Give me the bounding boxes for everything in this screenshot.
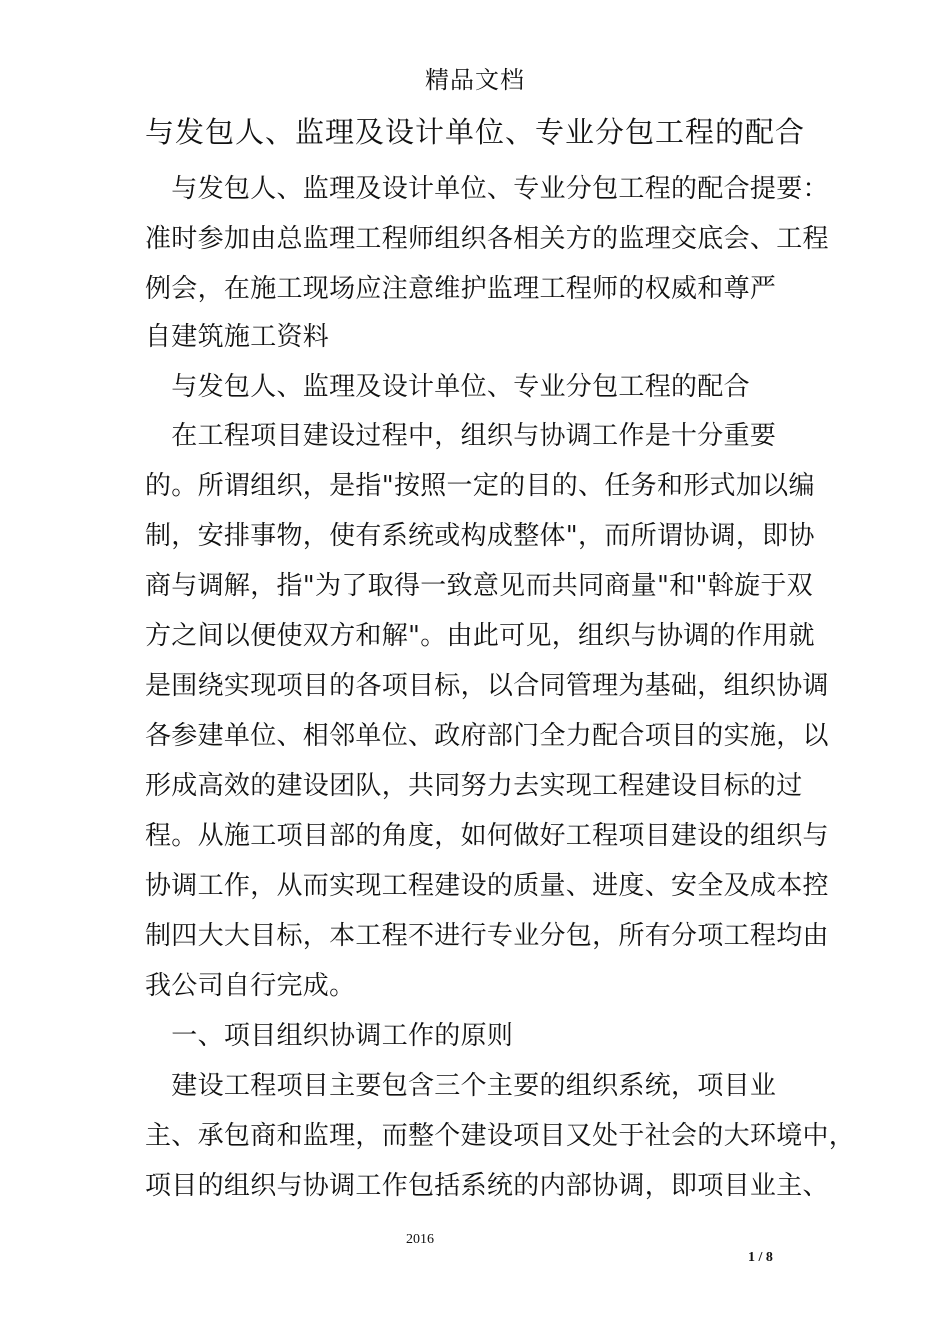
footer-year: 2016 [406, 1232, 434, 1247]
body-line: 制，安排事物，使有系统或构成整体"，而所谓协调，即协 [145, 521, 815, 551]
body-line: 主、承包商和监理，而整个建设项目又处于社会的大环境中， [145, 1121, 856, 1151]
body-line: 的。所谓组织，是指"按照一定的目的、任务和形式加以编 [145, 471, 815, 501]
body-line: 建设工程项目主要包含三个主要的组织系统，项目业 [145, 1071, 777, 1101]
document-title: 与发包人、监理及设计单位、专业分包工程的配合 [144, 115, 805, 149]
body-line: 准时参加由总监理工程师组织各相关方的监理交底会、工程 [145, 224, 829, 254]
body-line: 商与调解，指"为了取得一致意见而共同商量"和"斡旋于双 [145, 571, 813, 601]
body-line: 与发包人、监理及设计单位、专业分包工程的配合提要： [145, 174, 829, 204]
body-line: 我公司自行完成。 [145, 971, 356, 1001]
page-number: 1 / 8 [748, 1250, 773, 1265]
body-line: 是围绕实现项目的各项目标，以合同管理为基础，组织协调 [145, 671, 829, 701]
section-heading: 一、项目组织协调工作的原则 [145, 1021, 514, 1051]
body-line: 形成高效的建设团队，共同努力去实现工程建设目标的过 [145, 771, 803, 801]
body-line: 自建筑施工资料 [145, 322, 330, 352]
body-line: 协调工作，从而实现工程建设的质量、进度、安全及成本控 [145, 871, 829, 901]
body-line: 与发包人、监理及设计单位、专业分包工程的配合 [145, 372, 750, 402]
body-line: 各参建单位、相邻单位、政府部门全力配合项目的实施，以 [145, 721, 829, 751]
body-line: 例会，在施工现场应注意维护监理工程师的权威和尊严 [145, 274, 777, 304]
body-line: 在工程项目建设过程中，组织与协调工作是十分重要 [145, 421, 777, 451]
page-header: 精品文档 [425, 66, 525, 94]
body-line: 方之间以便使双方和解"。由此可见，组织与协调的作用就 [145, 621, 815, 651]
body-line: 制四大大目标，本工程不进行专业分包，所有分项工程均由 [145, 921, 829, 951]
body-line: 程。从施工项目部的角度，如何做好工程项目建设的组织与 [145, 821, 829, 851]
body-line: 项目的组织与协调工作包括系统的内部协调，即项目业主、 [145, 1171, 829, 1201]
